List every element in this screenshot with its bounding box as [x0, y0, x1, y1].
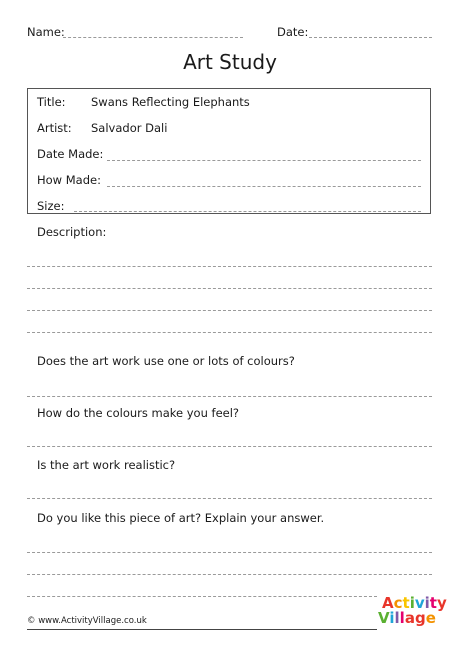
activity-village-logo: [378, 594, 447, 627]
name-field[interactable]: [63, 37, 243, 38]
date-made-label: Date Made:: [37, 147, 104, 161]
date-field[interactable]: [309, 37, 432, 38]
logo-letter: l: [399, 609, 405, 627]
question-colours-count: Does the art work use one or lots of colours?: [37, 354, 295, 368]
description-line-2[interactable]: [27, 288, 432, 289]
size-label: Size:: [37, 199, 65, 213]
logo-word-village: [378, 611, 442, 626]
how-made-field[interactable]: [107, 186, 421, 187]
answer-line-like-art-1[interactable]: [27, 552, 432, 553]
how-made-label: How Made:: [37, 173, 101, 187]
logo-letter: e: [425, 609, 436, 627]
question-realistic: Is the art work realistic?: [37, 458, 176, 472]
logo-letter: i: [389, 609, 395, 627]
footer-divider: [27, 629, 377, 630]
date-made-field[interactable]: [107, 160, 421, 161]
logo-letter: i: [424, 594, 430, 612]
date-label: Date:: [277, 25, 309, 39]
logo-letter: l: [394, 609, 400, 627]
logo-letter: t: [402, 594, 410, 612]
answer-line-colours-count[interactable]: [27, 396, 432, 397]
description-line-1[interactable]: [27, 266, 432, 267]
artist-name: Salvador Dali: [91, 121, 168, 135]
description-label: Description:: [37, 225, 107, 239]
page-title: Art Study: [183, 50, 277, 74]
name-label: Name:: [27, 25, 65, 39]
question-like-art: Do you like this piece of art? Explain your answer.: [37, 511, 325, 525]
logo-letter: i: [409, 594, 415, 612]
answer-line-like-art-3[interactable]: [27, 596, 377, 597]
description-line-4[interactable]: [27, 332, 432, 333]
logo-letter: c: [393, 594, 403, 612]
logo-letter: a: [404, 609, 415, 627]
description-line-3[interactable]: [27, 310, 432, 311]
answer-line-colours-feel[interactable]: [27, 446, 432, 447]
logo-letter: A: [382, 594, 394, 612]
artwork-title: Swans Reflecting Elephants: [91, 95, 250, 109]
footer-url: © www.ActivityVillage.co.uk: [27, 616, 147, 626]
logo-letter: t: [429, 594, 437, 612]
size-field[interactable]: [74, 211, 421, 212]
question-colours-feel: How do the colours make you feel?: [37, 406, 240, 420]
logo-letter: y: [436, 594, 447, 612]
answer-line-realistic[interactable]: [27, 498, 432, 499]
logo-letter: v: [414, 594, 425, 612]
answer-line-like-art-2[interactable]: [27, 574, 432, 575]
logo-letter: V: [378, 609, 390, 627]
title-label: Title:: [37, 95, 66, 109]
artist-label: Artist:: [37, 121, 72, 135]
logo-letter: g: [414, 609, 426, 627]
